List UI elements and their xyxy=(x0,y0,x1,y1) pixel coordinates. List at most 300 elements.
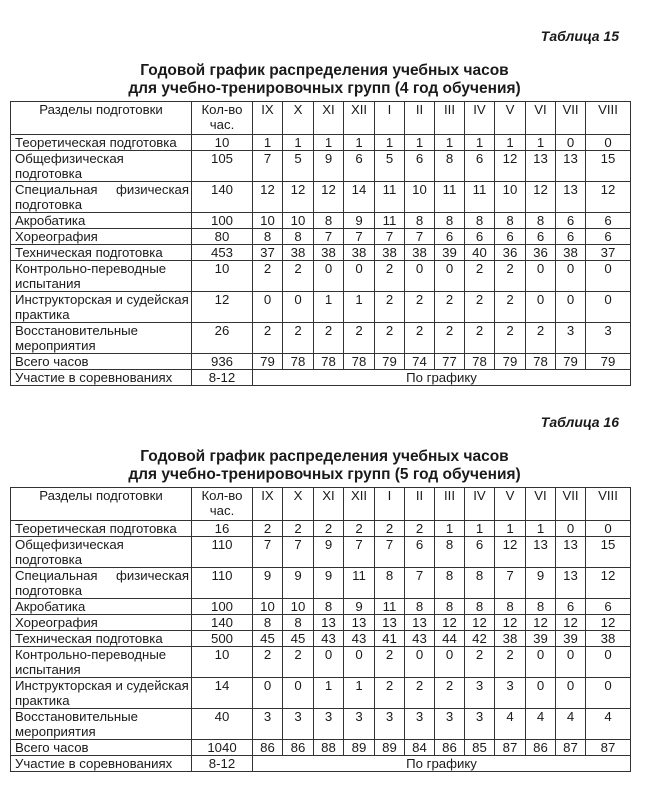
row-month-value: 0 xyxy=(556,521,586,537)
row-month-value: 38 xyxy=(405,245,435,261)
row-month-value: 45 xyxy=(283,631,314,647)
row-month-value: 38 xyxy=(556,245,586,261)
row-month-value: 13 xyxy=(375,615,405,631)
row-month-value: 2 xyxy=(435,292,465,323)
row-month-value: 0 xyxy=(283,292,314,323)
row-hours: 1040 xyxy=(192,740,253,756)
row-month-value: 12 xyxy=(495,615,526,631)
header-month: IX xyxy=(253,102,283,135)
row-month-value: 45 xyxy=(253,631,283,647)
row-month-value: 3 xyxy=(556,323,586,354)
competition-row xyxy=(11,756,631,772)
row-month-value: 2 xyxy=(405,323,435,354)
row-month-value: 86 xyxy=(253,740,283,756)
row-month-value: 4 xyxy=(556,709,586,740)
row-month-value: 9 xyxy=(314,537,344,568)
row-hours: 80 xyxy=(192,229,253,245)
table-row xyxy=(11,599,631,615)
row-section: Акробатика xyxy=(11,213,192,229)
row-month-value: 8 xyxy=(465,568,495,599)
row-month-value: 8 xyxy=(465,599,495,615)
row-section: Специальная физическая подготовка xyxy=(11,568,192,599)
row-month-value: 4 xyxy=(526,709,556,740)
row-month-value: 3 xyxy=(435,709,465,740)
table-16-title-line1: Годовой график распределения учебных часов xyxy=(140,448,509,465)
row-month-value: 9 xyxy=(283,568,314,599)
row-month-value: 2 xyxy=(344,521,375,537)
row-month-value: 8 xyxy=(465,213,495,229)
row-month-value: 8 xyxy=(253,229,283,245)
row-month-value: 3 xyxy=(586,323,631,354)
competition-hours: 8-12 xyxy=(192,370,253,386)
row-month-value: 8 xyxy=(314,213,344,229)
row-hours: 10 xyxy=(192,261,253,292)
row-month-value: 0 xyxy=(586,261,631,292)
row-month-value: 79 xyxy=(556,354,586,370)
row-month-value: 8 xyxy=(435,568,465,599)
table-row xyxy=(11,647,631,678)
row-month-value: 0 xyxy=(526,647,556,678)
row-month-value: 12 xyxy=(526,182,556,213)
table-row xyxy=(11,135,631,151)
row-month-value: 42 xyxy=(465,631,495,647)
header-month: VIII xyxy=(586,102,631,135)
row-month-value: 84 xyxy=(405,740,435,756)
header-month: IV xyxy=(465,102,495,135)
row-month-value: 7 xyxy=(314,229,344,245)
row-month-value: 3 xyxy=(253,709,283,740)
row-month-value: 10 xyxy=(253,599,283,615)
header-month: IV xyxy=(465,488,495,521)
row-month-value: 79 xyxy=(253,354,283,370)
header-month: XI xyxy=(314,488,344,521)
table-row xyxy=(11,354,631,370)
row-month-value: 38 xyxy=(495,631,526,647)
row-month-value: 6 xyxy=(586,229,631,245)
row-month-value: 0 xyxy=(586,292,631,323)
table-row xyxy=(11,537,631,568)
row-hours: 140 xyxy=(192,182,253,213)
row-month-value: 0 xyxy=(586,521,631,537)
table-15-number: Таблица 15 xyxy=(540,28,619,44)
row-month-value: 3 xyxy=(495,678,526,709)
table-row xyxy=(11,323,631,354)
row-month-value: 86 xyxy=(283,740,314,756)
row-month-value: 38 xyxy=(586,631,631,647)
row-month-value: 0 xyxy=(556,292,586,323)
row-month-value: 13 xyxy=(314,615,344,631)
row-month-value: 12 xyxy=(435,615,465,631)
row-month-value: 7 xyxy=(405,568,435,599)
row-month-value: 2 xyxy=(375,647,405,678)
row-month-value: 2 xyxy=(314,521,344,537)
row-month-value: 13 xyxy=(526,151,556,182)
header-month: I xyxy=(375,102,405,135)
row-month-value: 41 xyxy=(375,631,405,647)
row-hours: 110 xyxy=(192,568,253,599)
row-month-value: 8 xyxy=(314,599,344,615)
row-month-value: 39 xyxy=(556,631,586,647)
row-month-value: 87 xyxy=(556,740,586,756)
header-hours: Кол-во час. xyxy=(192,488,253,521)
row-month-value: 8 xyxy=(283,229,314,245)
row-month-value: 8 xyxy=(435,537,465,568)
row-month-value: 2 xyxy=(495,261,526,292)
table-row xyxy=(11,521,631,537)
competition-note: По графику xyxy=(253,370,631,386)
row-month-value: 78 xyxy=(314,354,344,370)
row-month-value: 1 xyxy=(465,521,495,537)
row-month-value: 7 xyxy=(375,229,405,245)
row-month-value: 1 xyxy=(495,135,526,151)
row-section: Техническая подготовка xyxy=(11,245,192,261)
row-section: Всего часов xyxy=(11,354,192,370)
row-month-value: 10 xyxy=(495,182,526,213)
row-month-value: 5 xyxy=(375,151,405,182)
row-month-value: 8 xyxy=(526,599,556,615)
row-month-value: 6 xyxy=(556,229,586,245)
row-month-value: 2 xyxy=(375,261,405,292)
header-month: VI xyxy=(526,102,556,135)
row-month-value: 79 xyxy=(586,354,631,370)
row-month-value: 8 xyxy=(495,213,526,229)
row-month-value: 6 xyxy=(465,151,495,182)
row-month-value: 11 xyxy=(465,182,495,213)
schedule-table-15 xyxy=(10,101,631,386)
row-month-value: 2 xyxy=(253,521,283,537)
competition-row xyxy=(11,370,631,386)
row-month-value: 6 xyxy=(586,213,631,229)
row-month-value: 10 xyxy=(283,599,314,615)
competition-hours: 8-12 xyxy=(192,756,253,772)
row-month-value: 0 xyxy=(314,261,344,292)
row-hours: 10 xyxy=(192,135,253,151)
table-row xyxy=(11,568,631,599)
row-month-value: 3 xyxy=(465,678,495,709)
row-month-value: 2 xyxy=(314,323,344,354)
header-hours: Кол-во час. xyxy=(192,102,253,135)
row-month-value: 11 xyxy=(375,599,405,615)
row-month-value: 8 xyxy=(435,151,465,182)
header-section: Разделы подготовки xyxy=(11,488,192,521)
row-month-value: 6 xyxy=(556,213,586,229)
row-section: Общефизическая подготовка xyxy=(11,151,192,182)
header-month: XII xyxy=(344,488,375,521)
row-month-value: 0 xyxy=(526,678,556,709)
row-month-value: 1 xyxy=(495,521,526,537)
row-month-value: 85 xyxy=(465,740,495,756)
row-hours: 40 xyxy=(192,709,253,740)
row-month-value: 6 xyxy=(344,151,375,182)
row-month-value: 1 xyxy=(526,521,556,537)
row-month-value: 1 xyxy=(405,135,435,151)
row-month-value: 6 xyxy=(465,537,495,568)
row-month-value: 0 xyxy=(283,678,314,709)
row-month-value: 37 xyxy=(253,245,283,261)
row-month-value: 2 xyxy=(283,261,314,292)
header-section: Разделы подготовки xyxy=(11,102,192,135)
row-month-value: 39 xyxy=(435,245,465,261)
competition-section: Участие в соревнованиях xyxy=(11,756,192,772)
row-month-value: 1 xyxy=(435,135,465,151)
row-month-value: 3 xyxy=(283,709,314,740)
header-row xyxy=(11,488,631,521)
row-section: Контрольно-переводные испытания xyxy=(11,647,192,678)
row-month-value: 36 xyxy=(495,245,526,261)
row-month-value: 12 xyxy=(586,615,631,631)
row-hours: 500 xyxy=(192,631,253,647)
row-hours: 110 xyxy=(192,537,253,568)
row-month-value: 2 xyxy=(495,292,526,323)
row-section: Контрольно-переводные испытания xyxy=(11,261,192,292)
row-month-value: 1 xyxy=(375,135,405,151)
row-month-value: 0 xyxy=(435,647,465,678)
row-month-value: 3 xyxy=(405,709,435,740)
row-month-value: 8 xyxy=(375,568,405,599)
row-month-value: 8 xyxy=(526,213,556,229)
row-month-value: 12 xyxy=(283,182,314,213)
row-month-value: 12 xyxy=(465,615,495,631)
table-row xyxy=(11,261,631,292)
row-section: Инструкторская и судейская практика xyxy=(11,678,192,709)
header-month: I xyxy=(375,488,405,521)
row-month-value: 0 xyxy=(556,678,586,709)
row-hours: 100 xyxy=(192,599,253,615)
row-month-value: 6 xyxy=(526,229,556,245)
row-month-value: 12 xyxy=(556,615,586,631)
row-month-value: 9 xyxy=(344,599,375,615)
table-row xyxy=(11,631,631,647)
row-month-value: 2 xyxy=(375,678,405,709)
header-month: II xyxy=(405,488,435,521)
table-row xyxy=(11,182,631,213)
row-section: Хореография xyxy=(11,615,192,631)
row-month-value: 15 xyxy=(586,537,631,568)
row-month-value: 9 xyxy=(314,151,344,182)
row-month-value: 6 xyxy=(465,229,495,245)
table-row xyxy=(11,229,631,245)
row-month-value: 11 xyxy=(375,213,405,229)
row-month-value: 8 xyxy=(283,615,314,631)
row-hours: 26 xyxy=(192,323,253,354)
table-row xyxy=(11,740,631,756)
row-month-value: 89 xyxy=(375,740,405,756)
row-month-value: 2 xyxy=(405,678,435,709)
row-month-value: 2 xyxy=(495,647,526,678)
row-month-value: 6 xyxy=(405,151,435,182)
row-month-value: 4 xyxy=(495,709,526,740)
row-section: Теоретическая подготовка xyxy=(11,521,192,537)
row-month-value: 9 xyxy=(314,568,344,599)
row-month-value: 0 xyxy=(586,135,631,151)
row-month-value: 10 xyxy=(283,213,314,229)
row-month-value: 78 xyxy=(344,354,375,370)
row-hours: 12 xyxy=(192,292,253,323)
row-month-value: 43 xyxy=(344,631,375,647)
row-section: Акробатика xyxy=(11,599,192,615)
row-hours: 105 xyxy=(192,151,253,182)
table-row xyxy=(11,245,631,261)
row-month-value: 8 xyxy=(495,599,526,615)
row-month-value: 0 xyxy=(556,135,586,151)
row-month-value: 13 xyxy=(344,615,375,631)
row-month-value: 38 xyxy=(375,245,405,261)
header-month: V xyxy=(495,488,526,521)
row-month-value: 2 xyxy=(405,292,435,323)
row-month-value: 12 xyxy=(495,537,526,568)
table-row xyxy=(11,151,631,182)
row-hours: 16 xyxy=(192,521,253,537)
row-section: Техническая подготовка xyxy=(11,631,192,647)
header-month: II xyxy=(405,102,435,135)
row-month-value: 1 xyxy=(283,135,314,151)
row-month-value: 2 xyxy=(253,647,283,678)
row-month-value: 1 xyxy=(314,135,344,151)
row-month-value: 12 xyxy=(495,151,526,182)
row-month-value: 6 xyxy=(495,229,526,245)
competition-note: По графику xyxy=(253,756,631,772)
row-month-value: 38 xyxy=(344,245,375,261)
row-month-value: 12 xyxy=(526,615,556,631)
row-month-value: 87 xyxy=(586,740,631,756)
row-month-value: 2 xyxy=(375,292,405,323)
row-month-value: 0 xyxy=(405,647,435,678)
row-month-value: 1 xyxy=(344,292,375,323)
row-hours: 14 xyxy=(192,678,253,709)
row-hours: 100 xyxy=(192,213,253,229)
header-month: VII xyxy=(556,488,586,521)
row-month-value: 87 xyxy=(495,740,526,756)
row-month-value: 14 xyxy=(344,182,375,213)
row-month-value: 86 xyxy=(435,740,465,756)
row-month-value: 2 xyxy=(526,323,556,354)
row-month-value: 43 xyxy=(405,631,435,647)
row-month-value: 2 xyxy=(465,323,495,354)
row-month-value: 3 xyxy=(314,709,344,740)
row-month-value: 12 xyxy=(314,182,344,213)
row-month-value: 8 xyxy=(435,599,465,615)
row-month-value: 0 xyxy=(344,261,375,292)
row-month-value: 78 xyxy=(465,354,495,370)
row-month-value: 10 xyxy=(405,182,435,213)
row-month-value: 43 xyxy=(314,631,344,647)
row-month-value: 2 xyxy=(283,647,314,678)
table-15-title-line2: для учебно-тренировочных групп (4 год обучения) xyxy=(128,80,521,97)
row-month-value: 13 xyxy=(556,568,586,599)
row-month-value: 2 xyxy=(253,323,283,354)
row-month-value: 88 xyxy=(314,740,344,756)
row-month-value: 10 xyxy=(253,213,283,229)
row-month-value: 89 xyxy=(344,740,375,756)
row-month-value: 1 xyxy=(526,135,556,151)
row-month-value: 8 xyxy=(253,615,283,631)
row-month-value: 8 xyxy=(405,599,435,615)
row-month-value: 2 xyxy=(375,323,405,354)
row-month-value: 86 xyxy=(526,740,556,756)
row-month-value: 12 xyxy=(586,182,631,213)
row-month-value: 12 xyxy=(253,182,283,213)
row-month-value: 2 xyxy=(253,261,283,292)
row-month-value: 1 xyxy=(344,135,375,151)
row-month-value: 0 xyxy=(556,261,586,292)
header-month: XI xyxy=(314,102,344,135)
row-month-value: 74 xyxy=(405,354,435,370)
header-month: VII xyxy=(556,102,586,135)
row-month-value: 0 xyxy=(435,261,465,292)
row-section: Специальная физическая подготовка xyxy=(11,182,192,213)
row-month-value: 77 xyxy=(435,354,465,370)
row-hours: 140 xyxy=(192,615,253,631)
row-month-value: 0 xyxy=(526,292,556,323)
header-month: IX xyxy=(253,488,283,521)
row-section: Восстановительные мероприятия xyxy=(11,709,192,740)
row-month-value: 7 xyxy=(405,229,435,245)
table-row xyxy=(11,615,631,631)
row-month-value: 2 xyxy=(435,323,465,354)
row-month-value: 7 xyxy=(344,537,375,568)
header-month: XII xyxy=(344,102,375,135)
header-month: V xyxy=(495,102,526,135)
table-row xyxy=(11,292,631,323)
row-month-value: 0 xyxy=(344,647,375,678)
row-month-value: 78 xyxy=(283,354,314,370)
row-month-value: 13 xyxy=(526,537,556,568)
row-month-value: 7 xyxy=(253,151,283,182)
header-month: III xyxy=(435,102,465,135)
row-month-value: 11 xyxy=(435,182,465,213)
row-month-value: 44 xyxy=(435,631,465,647)
row-month-value: 3 xyxy=(465,709,495,740)
row-month-value: 2 xyxy=(283,521,314,537)
row-month-value: 79 xyxy=(495,354,526,370)
row-month-value: 2 xyxy=(465,647,495,678)
row-month-value: 11 xyxy=(344,568,375,599)
header-month: VIII xyxy=(586,488,631,521)
row-month-value: 0 xyxy=(526,261,556,292)
row-hours: 453 xyxy=(192,245,253,261)
row-hours: 936 xyxy=(192,354,253,370)
row-section: Общефизическая подготовка xyxy=(11,537,192,568)
row-month-value: 13 xyxy=(556,182,586,213)
row-month-value: 0 xyxy=(253,678,283,709)
row-hours: 10 xyxy=(192,647,253,678)
row-month-value: 1 xyxy=(435,521,465,537)
row-month-value: 38 xyxy=(314,245,344,261)
row-month-value: 7 xyxy=(375,537,405,568)
header-row xyxy=(11,102,631,135)
header-month: X xyxy=(283,488,314,521)
row-month-value: 3 xyxy=(344,709,375,740)
row-month-value: 6 xyxy=(586,599,631,615)
row-month-value: 5 xyxy=(283,151,314,182)
row-month-value: 39 xyxy=(526,631,556,647)
row-month-value: 1 xyxy=(314,678,344,709)
row-month-value: 2 xyxy=(405,521,435,537)
row-month-value: 9 xyxy=(526,568,556,599)
header-month: III xyxy=(435,488,465,521)
row-month-value: 11 xyxy=(375,182,405,213)
row-month-value: 36 xyxy=(526,245,556,261)
table-row xyxy=(11,709,631,740)
row-month-value: 8 xyxy=(435,213,465,229)
row-month-value: 7 xyxy=(344,229,375,245)
row-month-value: 2 xyxy=(495,323,526,354)
row-month-value: 0 xyxy=(556,647,586,678)
row-month-value: 2 xyxy=(283,323,314,354)
row-month-value: 2 xyxy=(465,292,495,323)
row-month-value: 4 xyxy=(586,709,631,740)
header-month: VI xyxy=(526,488,556,521)
